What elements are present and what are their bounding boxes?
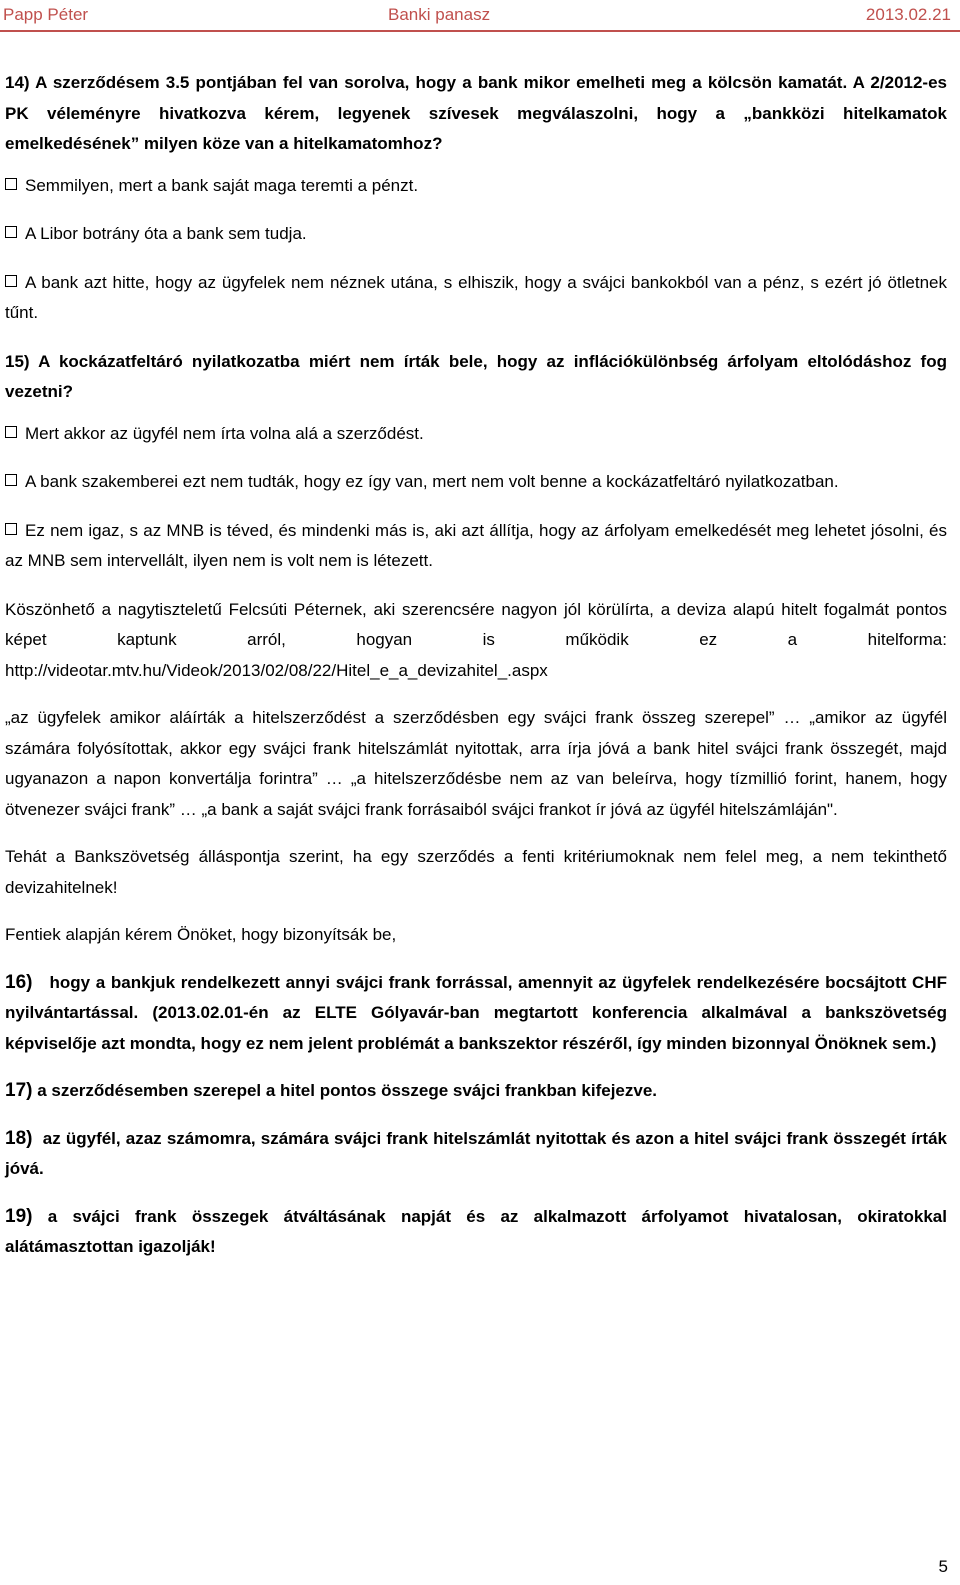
item-17-number: 17) [5, 1080, 33, 1101]
item-18 [5, 1124, 947, 1185]
header-date: 2013.02.21 [865, 5, 951, 24]
checkbox-icon[interactable] [5, 275, 17, 287]
thanks-paragraph: Köszönhető a nagytiszteletű Felcsúti Péternek, aki szerencsére nagyon jól körülírta, a deviza alapú hitelt fogalmát pontos képet kaptunk arról, hogyan is működik ez a hitelforma: http://videotar.mtv.hu/Videok/2013/02/08/22/Hitel_e_a_devizahitel_.aspx [5, 599, 947, 680]
item-16-text: hogy a bankjuk rendelkezett annyi svájci frank forrással, amennyit az ügyfelek rendelkezésére bocsájtott CHF nyilvántartással. (2013.02.01-én az ELTE Gólyavár-ban megtartott konferencia alkalmával a bankszövetség képviselője azt mondta, hogy ez nem jelent problémát a bankszektor részéről, így minden bizonnyal Önöknek sem.) [5, 972, 947, 1053]
quote-paragraph: „az ügyfelek amikor aláírták a hitelszerződést a szerződésben egy svájci frank összeg szerepel” … „amikor az ügyfél számára folyósítottak, akkor egy svájci frank hitelszámlát nyitottak, arra írja jóvá a bank hitel svájci frank összegét, majd ugyanazon a napon konvertálja forintra” … „a hitelszerződésbe nem az van beleírva, hogy tízmillió forint, hanem, hogy ötvenezer svájci frank” … „a bank a saját svájci frank forrásaiból svájci frankot ír jóvá az ügyfél hitelszámláján". [5, 708, 947, 819]
header-title: Banki panasz [388, 5, 491, 24]
item-16 [5, 968, 947, 1060]
request-paragraph: Fentiek alapján kérem Önöket, hogy bizonyítsák be, [5, 925, 397, 944]
checkbox-icon[interactable] [5, 523, 17, 535]
page-header [0, 0, 960, 30]
checkbox-icon[interactable] [5, 426, 17, 438]
q14-option-1: Semmilyen, mert a bank saját maga teremti a pénzt. [5, 171, 947, 202]
item-16-number: 16) [5, 971, 33, 993]
q15-option-3: Ez nem igaz, s az MNB is téved, és mindenki más is, aki azt állítja, hogy az árfolyam emelkedését meg lehetet jósolni, és az MNB sem intervellált, ilyen nem is volt nem is létezett. [5, 520, 947, 570]
q14-option-3: A bank azt hitte, hogy az ügyfelek nem néznek utána, s elhiszik, hogy a svájci bankokból van a pénz, s ezért jó ötletnek tűnt. [5, 272, 947, 322]
question-14: 14) A szerződésem 3.5 pontjában fel van sorolva, hogy a bank mikor emelheti meg a kölcsön kamatát. A 2/2012-es PK véleményre hivatkozva kérem, legyenek szívesek megválaszolni, hogy a „bankközi hitelkamatok emelkedésének” milyen köze van a hitelkamatomhoz? [5, 73, 947, 153]
checkbox-icon[interactable] [5, 226, 17, 238]
item-18-number: 18) [5, 1127, 33, 1149]
item-17 [5, 1076, 947, 1107]
header-divider [0, 30, 960, 32]
page-number: 5 [938, 1557, 948, 1576]
item-19 [5, 1202, 947, 1263]
checkbox-icon[interactable] [5, 474, 17, 486]
item-19-number: 19) [5, 1205, 33, 1227]
question-15: 15) A kockázatfeltáró nyilatkozatba miért nem írták bele, hogy az inflációkülönbség árfolyam eltolódáshoz fog vezetni? [5, 351, 947, 401]
q15-option-2: A bank szakemberei ezt nem tudták, hogy ez így van, mert nem volt benne a kockázatfeltáró nyilatkozatban. [5, 467, 947, 498]
position-paragraph: Tehát a Bankszövetség álláspontja szerint, ha egy szerződés a fenti kritériumoknak nem felel meg, a nem tekinthető devizahitelnek! [5, 847, 947, 897]
checkbox-icon[interactable] [5, 178, 17, 190]
document-body [5, 68, 947, 1280]
item-18-text: az ügyfél, azaz számomra, számára svájci frank hitelszámlát nyitottak és azon a hitel svájci frank összegét írták jóvá. [5, 1128, 947, 1178]
q15-option-1: Mert akkor az ügyfél nem írta volna alá a szerződést. [5, 419, 947, 450]
q14-option-2: A Libor botrány óta a bank sem tudja. [5, 219, 947, 250]
item-19-text: a svájci frank összegek átváltásának napját és az alkalmazott árfolyamot hivatalosan, okiratokkal alátámasztottan igazolják! [5, 1206, 947, 1256]
header-author: Papp Péter [3, 5, 89, 24]
item-17-text: a szerződésemben szerepel a hitel pontos összege svájci frankban kifejezve. [37, 1081, 658, 1100]
